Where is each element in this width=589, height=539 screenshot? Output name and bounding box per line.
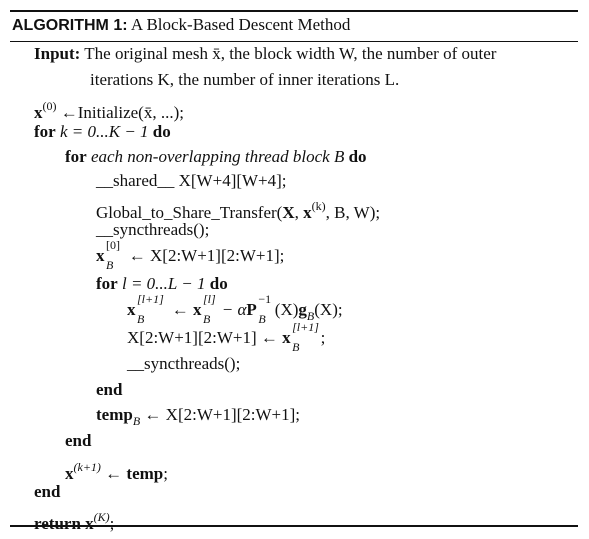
return-x: x xyxy=(80,514,94,533)
caption-rule xyxy=(10,41,578,42)
upd-arrow: ← xyxy=(167,300,193,319)
end-block: end xyxy=(65,431,92,450)
writeback-line xyxy=(127,320,326,354)
input-line-2 xyxy=(90,70,399,90)
sync2: __syncthreads(); xyxy=(127,354,241,373)
xk1-temp: temp xyxy=(126,464,164,483)
for-outer-kw: for xyxy=(34,122,56,141)
algorithm-caption xyxy=(12,15,350,35)
caption-title: A Block-Based Descent Method xyxy=(130,15,351,34)
return-sup: (K) xyxy=(93,510,110,524)
transfer-line xyxy=(96,196,380,223)
for-block-kw: for xyxy=(65,147,87,166)
upd-x: x xyxy=(127,300,136,319)
end-inner: end xyxy=(96,380,123,399)
upd-stack-2 xyxy=(193,292,216,326)
wb-lhs: X[2:W+1][2:W+1] ← xyxy=(127,328,283,347)
xb0-x: x xyxy=(96,246,105,265)
for-inner-range: l = 0...L − 1 xyxy=(117,274,210,293)
temp-rhs: ← X[2:W+1][2:W+1]; xyxy=(140,405,301,424)
upd-g: g xyxy=(298,300,307,319)
transfer-post: , B, W); xyxy=(325,203,381,222)
caption-label: ALGORITHM 1: xyxy=(12,17,128,34)
input-text-2: iterations K, the number of inner iterations L. xyxy=(90,70,400,89)
upd-sup2: [l] xyxy=(203,292,216,306)
for-inner-do: do xyxy=(209,274,228,293)
upd-stack-3 xyxy=(246,292,272,326)
xb0-line xyxy=(96,238,285,272)
temp-line xyxy=(96,405,300,431)
init-rhs: ←Initialize(x̄, ...); xyxy=(56,103,184,122)
shared-line xyxy=(96,171,287,191)
xk1-line xyxy=(65,457,168,484)
wb-x: x xyxy=(282,328,291,347)
sync-line-2 xyxy=(127,354,240,374)
for-outer-range: k = 0...K − 1 xyxy=(55,122,153,141)
upd-minus: − α xyxy=(217,300,247,319)
return-end: ; xyxy=(109,514,115,533)
transfer-X: X xyxy=(282,203,295,222)
upd-x2: x xyxy=(193,300,202,319)
transfer-pre: Global_to_Share_Transfer( xyxy=(96,203,283,222)
temp-sub: B xyxy=(132,414,141,428)
xb0-rhs: ← X[2:W+1][2:W+1]; xyxy=(124,246,285,265)
for-block-text: each non-overlapping thread block B xyxy=(86,147,349,166)
input-line-1 xyxy=(34,44,496,64)
end-inner-line xyxy=(96,380,122,400)
sync1: __syncthreads(); xyxy=(96,220,210,239)
xk1-arrow: ← xyxy=(100,464,127,483)
xk1-x: x xyxy=(65,464,74,483)
upd-stack-1 xyxy=(127,292,164,326)
bottom-rule xyxy=(10,525,578,527)
upd-gsub: B xyxy=(306,309,315,323)
wb-sup: [l+1] xyxy=(292,320,319,334)
input-text-1: The original mesh x̄, the block width W, the number of outer xyxy=(84,44,497,63)
temp-kw: temp xyxy=(96,405,133,424)
top-rule xyxy=(10,10,578,12)
xk1-sup: (k+1) xyxy=(73,460,101,474)
xb0-sup: [0] xyxy=(106,238,120,252)
init-x: x xyxy=(34,103,43,122)
transfer-comma: , xyxy=(294,203,304,222)
return-line xyxy=(34,507,114,534)
upd-Psub: B xyxy=(258,312,266,326)
init-sup: (0) xyxy=(42,99,57,113)
init-line xyxy=(34,96,184,123)
end-outer-line xyxy=(34,482,60,502)
input-keyword: Input: xyxy=(34,44,81,63)
for-block-line xyxy=(65,147,367,167)
upd-end: (X); xyxy=(314,300,343,319)
end-outer: end xyxy=(34,482,61,501)
for-outer-do: do xyxy=(152,122,171,141)
upd-Psup: −1 xyxy=(258,292,272,306)
upd-sub: B xyxy=(137,312,145,326)
xb0-sub: B xyxy=(106,258,114,272)
algorithm-box xyxy=(10,10,578,533)
transfer-sup: (k) xyxy=(311,199,326,213)
for-block-do: do xyxy=(348,147,367,166)
upd-mid: (X) xyxy=(274,300,299,319)
shared-decl: __shared__ X[W+4][W+4]; xyxy=(96,171,287,190)
for-inner-kw: for xyxy=(96,274,118,293)
return-kw: return xyxy=(34,514,81,533)
end-block-line xyxy=(65,431,91,451)
upd-sub2: B xyxy=(203,312,211,326)
for-outer-line xyxy=(34,122,171,142)
xb0-stack xyxy=(96,238,120,272)
xk1-end: ; xyxy=(163,464,168,483)
upd-sup: [l+1] xyxy=(137,292,164,306)
wb-sub: B xyxy=(292,340,300,354)
wb-stack xyxy=(282,320,319,354)
transfer-x: x xyxy=(303,203,312,222)
upd-P: P xyxy=(246,300,257,319)
wb-end: ; xyxy=(320,328,326,347)
